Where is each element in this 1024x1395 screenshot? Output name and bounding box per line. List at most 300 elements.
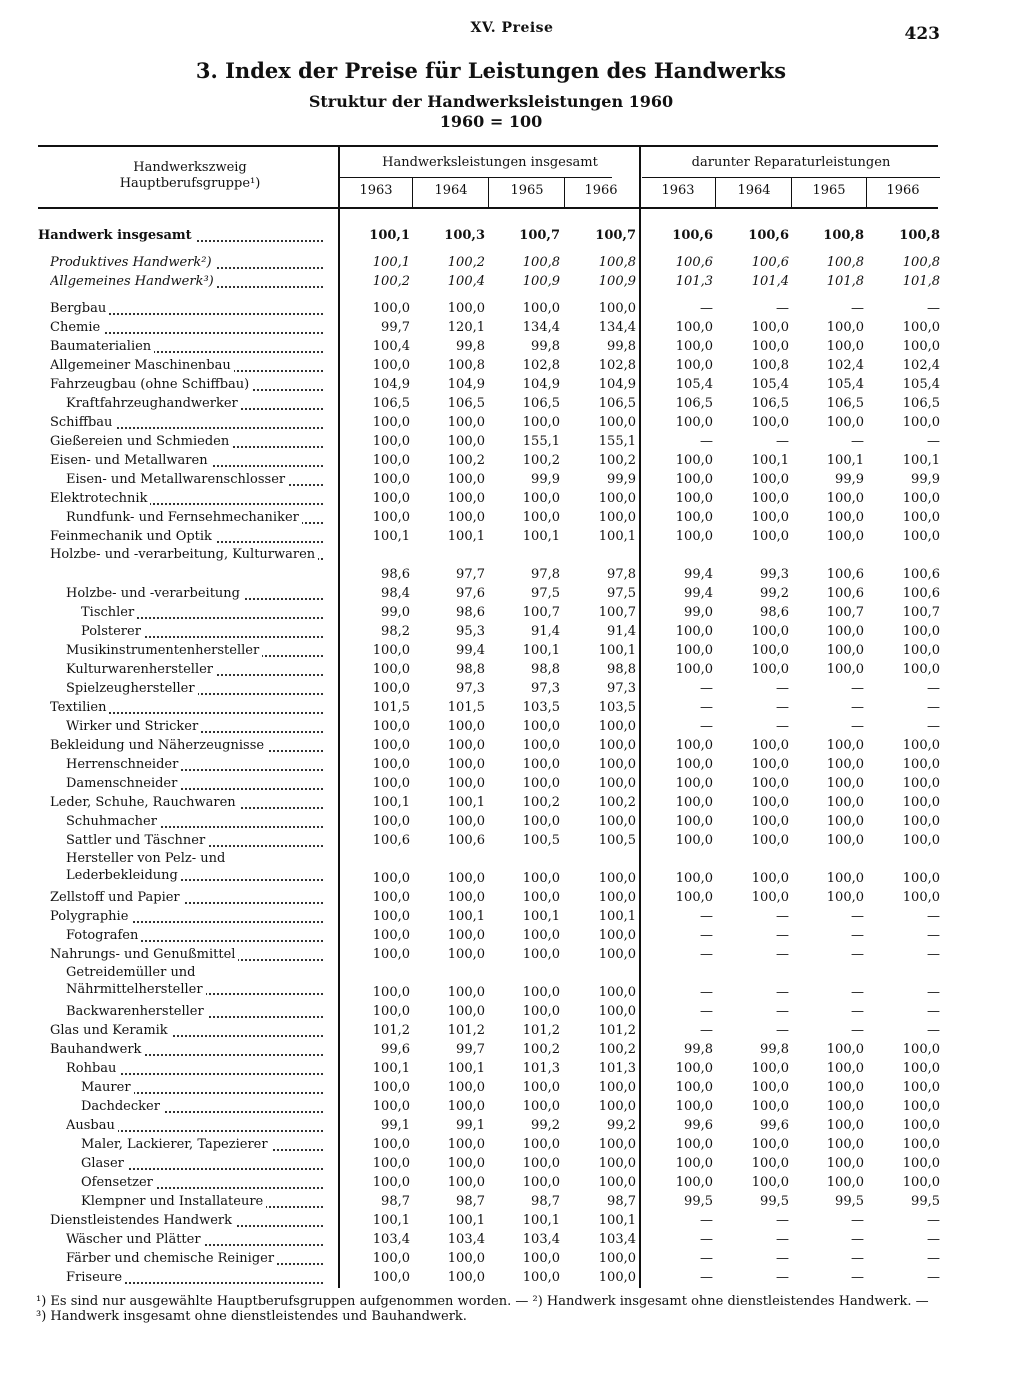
table-cell: — [851,1251,864,1266]
row-label: Glas und Keramik [50,1021,323,1040]
table-row [38,888,940,907]
table-cell: 100,6 [447,833,485,848]
row-label: Färber und chemische Reiniger [66,1249,323,1268]
table-cell: — [851,985,864,1000]
table-cell: 100,0 [447,1080,485,1095]
table-cell: 104,9 [447,377,485,392]
table-row [38,394,940,413]
table-cell: 100,0 [826,415,864,430]
table-cell: 100,0 [372,510,410,525]
stub-header [100,160,280,192]
table-cell: 100,0 [826,1118,864,1133]
table-cell: 100,0 [675,1156,713,1171]
table-cell: 100,8 [902,255,940,270]
table-cell: 99,0 [381,605,410,620]
table-cell: 100,0 [826,738,864,753]
table-cell: — [927,301,940,316]
table-cell: — [851,700,864,715]
table-cell: 100,0 [372,681,410,696]
table-row [38,850,940,888]
table-cell: 100,0 [372,947,410,962]
table-cell: — [927,1251,940,1266]
col-divider [791,178,792,207]
table-cell: 100,0 [372,909,410,924]
table-row [38,546,940,584]
table-cell: 100,0 [902,814,940,829]
table-cell: 98,8 [456,662,485,677]
table-cell: 100,0 [902,795,940,810]
table-cell: 100,6 [748,228,789,243]
table-cell: 100,0 [447,1156,485,1171]
table-cell: 100,0 [372,643,410,658]
table-cell: — [776,681,789,696]
table-cell: 100,0 [598,757,636,772]
table-cell: 134,4 [598,320,636,335]
table-cell: 100,0 [675,453,713,468]
table-cell: 91,4 [607,624,636,639]
table-cell: 99,3 [760,567,789,582]
table-row [38,299,940,318]
table-cell: 99,4 [684,586,713,601]
table-cell: 100,0 [902,1175,940,1190]
row-label: Spielzeughersteller [66,679,323,698]
table-cell: 102,8 [522,358,560,373]
table-cell: — [776,985,789,1000]
row-label: Hersteller von Pelz- und Lederbekleidung [66,850,323,884]
table-cell: 100,0 [751,1080,789,1095]
table-cell: 98,2 [381,624,410,639]
table-cell: 100,0 [751,415,789,430]
table-cell: 100,0 [675,776,713,791]
table-cell: 97,6 [456,586,485,601]
table-cell: 100,0 [826,776,864,791]
table-cell: 101,5 [372,700,410,715]
table-cell: — [700,301,713,316]
table-cell: — [700,719,713,734]
table-cell: 103,4 [372,1232,410,1247]
table-cell: 99,0 [684,605,713,620]
table-cell: 100,0 [826,1042,864,1057]
row-label: Holzbe- und -verarbeitung [66,584,323,603]
table-cell: 100,0 [826,491,864,506]
table-cell: 103,4 [522,1232,560,1247]
table-cell: — [851,434,864,449]
table-cell: 97,8 [531,567,560,582]
row-label: Schiffbau [50,413,323,432]
table-row [38,698,940,717]
table-cell: 100,0 [447,947,485,962]
table-cell: 100,7 [826,605,864,620]
table-cell: 99,5 [760,1194,789,1209]
table-cell: 100,0 [675,529,713,544]
table-cell: 100,0 [598,985,636,1000]
table-cell: 100,0 [598,719,636,734]
table-cell: 100,0 [826,643,864,658]
row-label: Maler, Lackierer, Tapezierer [81,1135,323,1154]
table-cell: 101,2 [598,1023,636,1038]
table-cell: — [776,434,789,449]
table-cell: 100,0 [826,871,864,886]
row-label: Bauhandwerk [50,1040,323,1059]
table-cell: 100,0 [826,1099,864,1114]
table-cell: 100,1 [522,529,560,544]
table-cell: 100,0 [751,491,789,506]
table-cell: 106,5 [902,396,940,411]
table-cell: 99,2 [531,1118,560,1133]
table-cell: 100,0 [372,719,410,734]
table-cell: 100,0 [675,738,713,753]
table-cell: 100,0 [902,624,940,639]
table-cell: 100,8 [447,358,485,373]
table-cell: 100,0 [447,472,485,487]
row-label: Allgemeines Handwerk³) [50,272,323,291]
table-cell: 106,5 [826,396,864,411]
row-label: Nahrungs- und Genußmittel [50,945,323,964]
table-cell: 99,4 [456,643,485,658]
table-cell: 100,0 [372,301,410,316]
table-cell: 100,7 [519,228,560,243]
table-cell: 100,0 [751,776,789,791]
group1-header: Handwerksleistungen insgesamt [382,155,598,170]
table-cell: 101,2 [447,1023,485,1038]
table-cell: 100,0 [902,1099,940,1114]
table-row [38,432,940,451]
row-label: Kraftfahrzeughandwerker [66,394,323,413]
table-cell: 100,2 [522,1042,560,1057]
table-cell: 100,0 [751,890,789,905]
table-cell: 100,1 [751,453,789,468]
table-cell: 100,0 [902,776,940,791]
table-cell: 100,7 [598,605,636,620]
table-row [38,226,940,245]
table-cell: 100,0 [372,1251,410,1266]
table-cell: 100,0 [751,643,789,658]
table-cell: 100,0 [902,1080,940,1095]
table-cell: 100,0 [751,738,789,753]
table-cell: 100,0 [751,1061,789,1076]
table-cell: — [776,1004,789,1019]
table-cell: — [700,1004,713,1019]
row-label: Backwarenhersteller [66,1002,323,1021]
table-cell: 100,0 [598,871,636,886]
table-cell: 100,0 [447,301,485,316]
stub-header-line1: Handwerkszweig [133,160,247,175]
table-cell: 100,0 [447,1004,485,1019]
table-cell: 100,6 [751,255,789,270]
table-cell: 100,0 [372,1156,410,1171]
table-cell: 100,0 [675,491,713,506]
table-cell: 100,0 [447,1270,485,1285]
table-cell: 100,6 [902,586,940,601]
row-label: Rohbau [66,1059,323,1078]
table-row [38,337,940,356]
table-cell: — [927,1213,940,1228]
table-cell: 100,6 [672,228,713,243]
base-year: 1960 = 100 [439,112,543,131]
table-cell: 100,0 [447,928,485,943]
table-row [38,622,940,641]
table-cell: 100,0 [372,1099,410,1114]
table-cell: 100,0 [751,510,789,525]
table-cell: 100,0 [372,1137,410,1152]
table-cell: 100,1 [826,453,864,468]
row-label: Chemie [50,318,323,337]
table-cell: 100,2 [522,453,560,468]
table-cell: 100,0 [902,510,940,525]
table-cell: 100,0 [372,1080,410,1095]
header-top-rule [38,145,938,147]
table-cell: — [776,947,789,962]
table-row [38,1230,940,1249]
table-cell: 100,0 [751,814,789,829]
table-cell: 100,0 [372,1270,410,1285]
table-cell: 103,5 [598,700,636,715]
table-row [38,272,940,291]
table-cell: 100,0 [902,339,940,354]
year-header: 1964 [737,183,771,198]
table-cell: 99,6 [684,1118,713,1133]
table-cell: 100,0 [522,491,560,506]
table-cell: 100,2 [447,255,485,270]
table-cell: 104,9 [598,377,636,392]
table-cell: — [927,909,940,924]
table-cell: 97,3 [531,681,560,696]
table-cell: 99,9 [531,472,560,487]
row-label: Fahrzeugbau (ohne Schiffbau) [50,375,323,394]
table-cell: 100,0 [751,529,789,544]
table-cell: 106,5 [598,396,636,411]
table-row [38,831,940,850]
table-cell: 100,1 [598,1213,636,1228]
table-cell: 100,0 [598,1156,636,1171]
table-cell: 100,0 [675,358,713,373]
row-label: Feinmechanik und Optik [50,527,323,546]
table-cell: 100,0 [522,1080,560,1095]
table-cell: 100,0 [522,814,560,829]
table-cell: 106,5 [675,396,713,411]
row-label: Musikinstrumentenhersteller [66,641,323,660]
row-label: Friseure [66,1268,323,1287]
table-cell: 100,0 [447,738,485,753]
row-label: Damenschneider [66,774,323,793]
group1-rule [340,177,612,178]
table-cell: 100,0 [522,1137,560,1152]
row-label: Polsterer [81,622,323,641]
table-row [38,1268,940,1287]
table-cell: 100,0 [826,662,864,677]
table-cell: 100,0 [826,795,864,810]
row-label: Handwerk insgesamt [38,226,323,245]
table-cell: 101,2 [522,1023,560,1038]
table-cell: 100,0 [372,871,410,886]
table-cell: 100,0 [902,757,940,772]
year-header: 1965 [812,183,846,198]
table-cell: 100,0 [675,624,713,639]
table-cell: 100,0 [902,738,940,753]
table-cell: 100,0 [598,1175,636,1190]
table-cell: 100,0 [372,434,410,449]
table-cell: 101,3 [522,1061,560,1076]
table-cell: 100,7 [522,605,560,620]
table-cell: 98,8 [607,662,636,677]
table-cell: 105,4 [751,377,789,392]
col-divider [866,178,867,207]
table-cell: 99,2 [760,586,789,601]
table-cell: 97,8 [607,567,636,582]
row-label: Ausbau [66,1116,323,1135]
table-cell: 100,0 [522,510,560,525]
year-header: 1965 [510,183,544,198]
table-row [38,1173,940,1192]
row-label: Fotografen [66,926,323,945]
table-cell: 155,1 [522,434,560,449]
table-cell: — [700,1232,713,1247]
table-cell: 99,6 [381,1042,410,1057]
table-cell: 100,9 [522,274,560,289]
table-cell: — [700,1251,713,1266]
table-cell: 100,0 [598,776,636,791]
table-cell: 99,4 [684,567,713,582]
row-label: Zellstoff und Papier [50,888,323,907]
table-cell: 99,5 [684,1194,713,1209]
row-label: Dienstleistendes Handwerk [50,1211,323,1230]
table-cell: 100,0 [826,1061,864,1076]
row-label: Kulturwarenhersteller [66,660,323,679]
table-cell: 100,0 [826,757,864,772]
table-cell: 100,0 [751,871,789,886]
table-cell: 101,5 [447,700,485,715]
table-row [38,413,940,432]
table-row [38,964,940,1002]
table-cell: — [927,947,940,962]
table-cell: 100,0 [372,776,410,791]
table-cell: 100,0 [522,947,560,962]
table-cell: — [776,1213,789,1228]
year-header: 1964 [434,183,468,198]
table-cell: — [851,1213,864,1228]
table-cell: 100,0 [902,643,940,658]
table-cell: 100,0 [675,1080,713,1095]
table-cell: 91,4 [531,624,560,639]
row-label: Eisen- und Metallwarenschlosser [66,470,323,489]
table-cell: 99,8 [456,339,485,354]
table-cell: 100,0 [598,1080,636,1095]
table-cell: 100,0 [372,453,410,468]
table-cell: 105,4 [902,377,940,392]
table-row [38,584,940,603]
table-cell: 100,0 [902,662,940,677]
col-divider [564,178,565,207]
row-label: Bergbau [50,299,323,318]
table-row [38,318,940,337]
table-cell: 100,1 [447,795,485,810]
data-table [38,226,940,1287]
table-cell: 97,7 [456,567,485,582]
table-cell: 100,0 [522,985,560,1000]
table-row [38,470,940,489]
table-cell: 100,0 [826,510,864,525]
table-cell: 100,0 [372,358,410,373]
table-cell: 100,0 [522,928,560,943]
table-cell: 100,0 [675,643,713,658]
row-label: Allgemeiner Maschinenbau [50,356,323,375]
row-label: Dachdecker [81,1097,323,1116]
table-subtitle: Struktur der Handwerksleistungen 1960 [308,92,674,111]
table-cell: 103,4 [598,1232,636,1247]
row-label: Bekleidung und Näherzeugnisse [50,736,323,755]
row-label: Tischler [81,603,323,622]
table-cell: 100,0 [826,1137,864,1152]
table-cell: 100,1 [598,529,636,544]
table-cell: 100,0 [372,985,410,1000]
row-label: Klempner und Installateure [81,1192,323,1211]
table-cell: 100,5 [522,833,560,848]
table-cell: — [927,928,940,943]
table-cell: — [927,700,940,715]
table-cell: 101,3 [598,1061,636,1076]
table-row [38,641,940,660]
table-cell: — [700,928,713,943]
table-cell: 100,9 [598,274,636,289]
table-cell: — [700,985,713,1000]
group2-header: darunter Reparaturleistungen [691,155,891,170]
table-cell: — [927,1270,940,1285]
table-cell: 100,0 [372,757,410,772]
table-cell: 100,0 [751,662,789,677]
table-cell: 100,1 [522,909,560,924]
table-cell: 100,0 [447,1251,485,1266]
table-cell: 106,5 [522,396,560,411]
table-cell: 100,6 [675,255,713,270]
row-label: Rundfunk- und Fernsehmechaniker [66,508,323,527]
table-cell: 100,0 [598,301,636,316]
table-cell: — [700,700,713,715]
table-cell: 100,0 [675,339,713,354]
table-row [38,508,940,527]
row-label: Eisen- und Metallwaren [50,451,323,470]
table-row [38,603,940,622]
table-cell: — [776,1232,789,1247]
table-cell: — [700,909,713,924]
table-cell: — [776,301,789,316]
table-row [38,926,940,945]
table-cell: 100,0 [675,1099,713,1114]
table-cell: — [700,434,713,449]
table-cell: 100,0 [447,814,485,829]
table-cell: 100,0 [751,1137,789,1152]
table-cell: 99,8 [607,339,636,354]
table-cell: 100,5 [598,833,636,848]
table-cell: 100,1 [598,643,636,658]
table-cell: 100,0 [598,1137,636,1152]
table-cell: 100,0 [902,1061,940,1076]
table-cell: 99,5 [911,1194,940,1209]
row-label: Getreidemüller und Nährmittelhersteller [66,964,323,998]
table-cell: 100,0 [902,1118,940,1133]
row-label: Schuhmacher [66,812,323,831]
table-cell: 100,0 [751,1156,789,1171]
table-cell: 100,0 [675,795,713,810]
table-cell: 100,2 [598,453,636,468]
row-label: Maurer [81,1078,323,1097]
table-cell: 100,0 [751,833,789,848]
table-row [38,527,940,546]
table-cell: 100,0 [447,1099,485,1114]
table-cell: 100,0 [902,415,940,430]
table-cell: 102,4 [826,358,864,373]
table-cell: — [776,1270,789,1285]
table-cell: 100,2 [598,795,636,810]
